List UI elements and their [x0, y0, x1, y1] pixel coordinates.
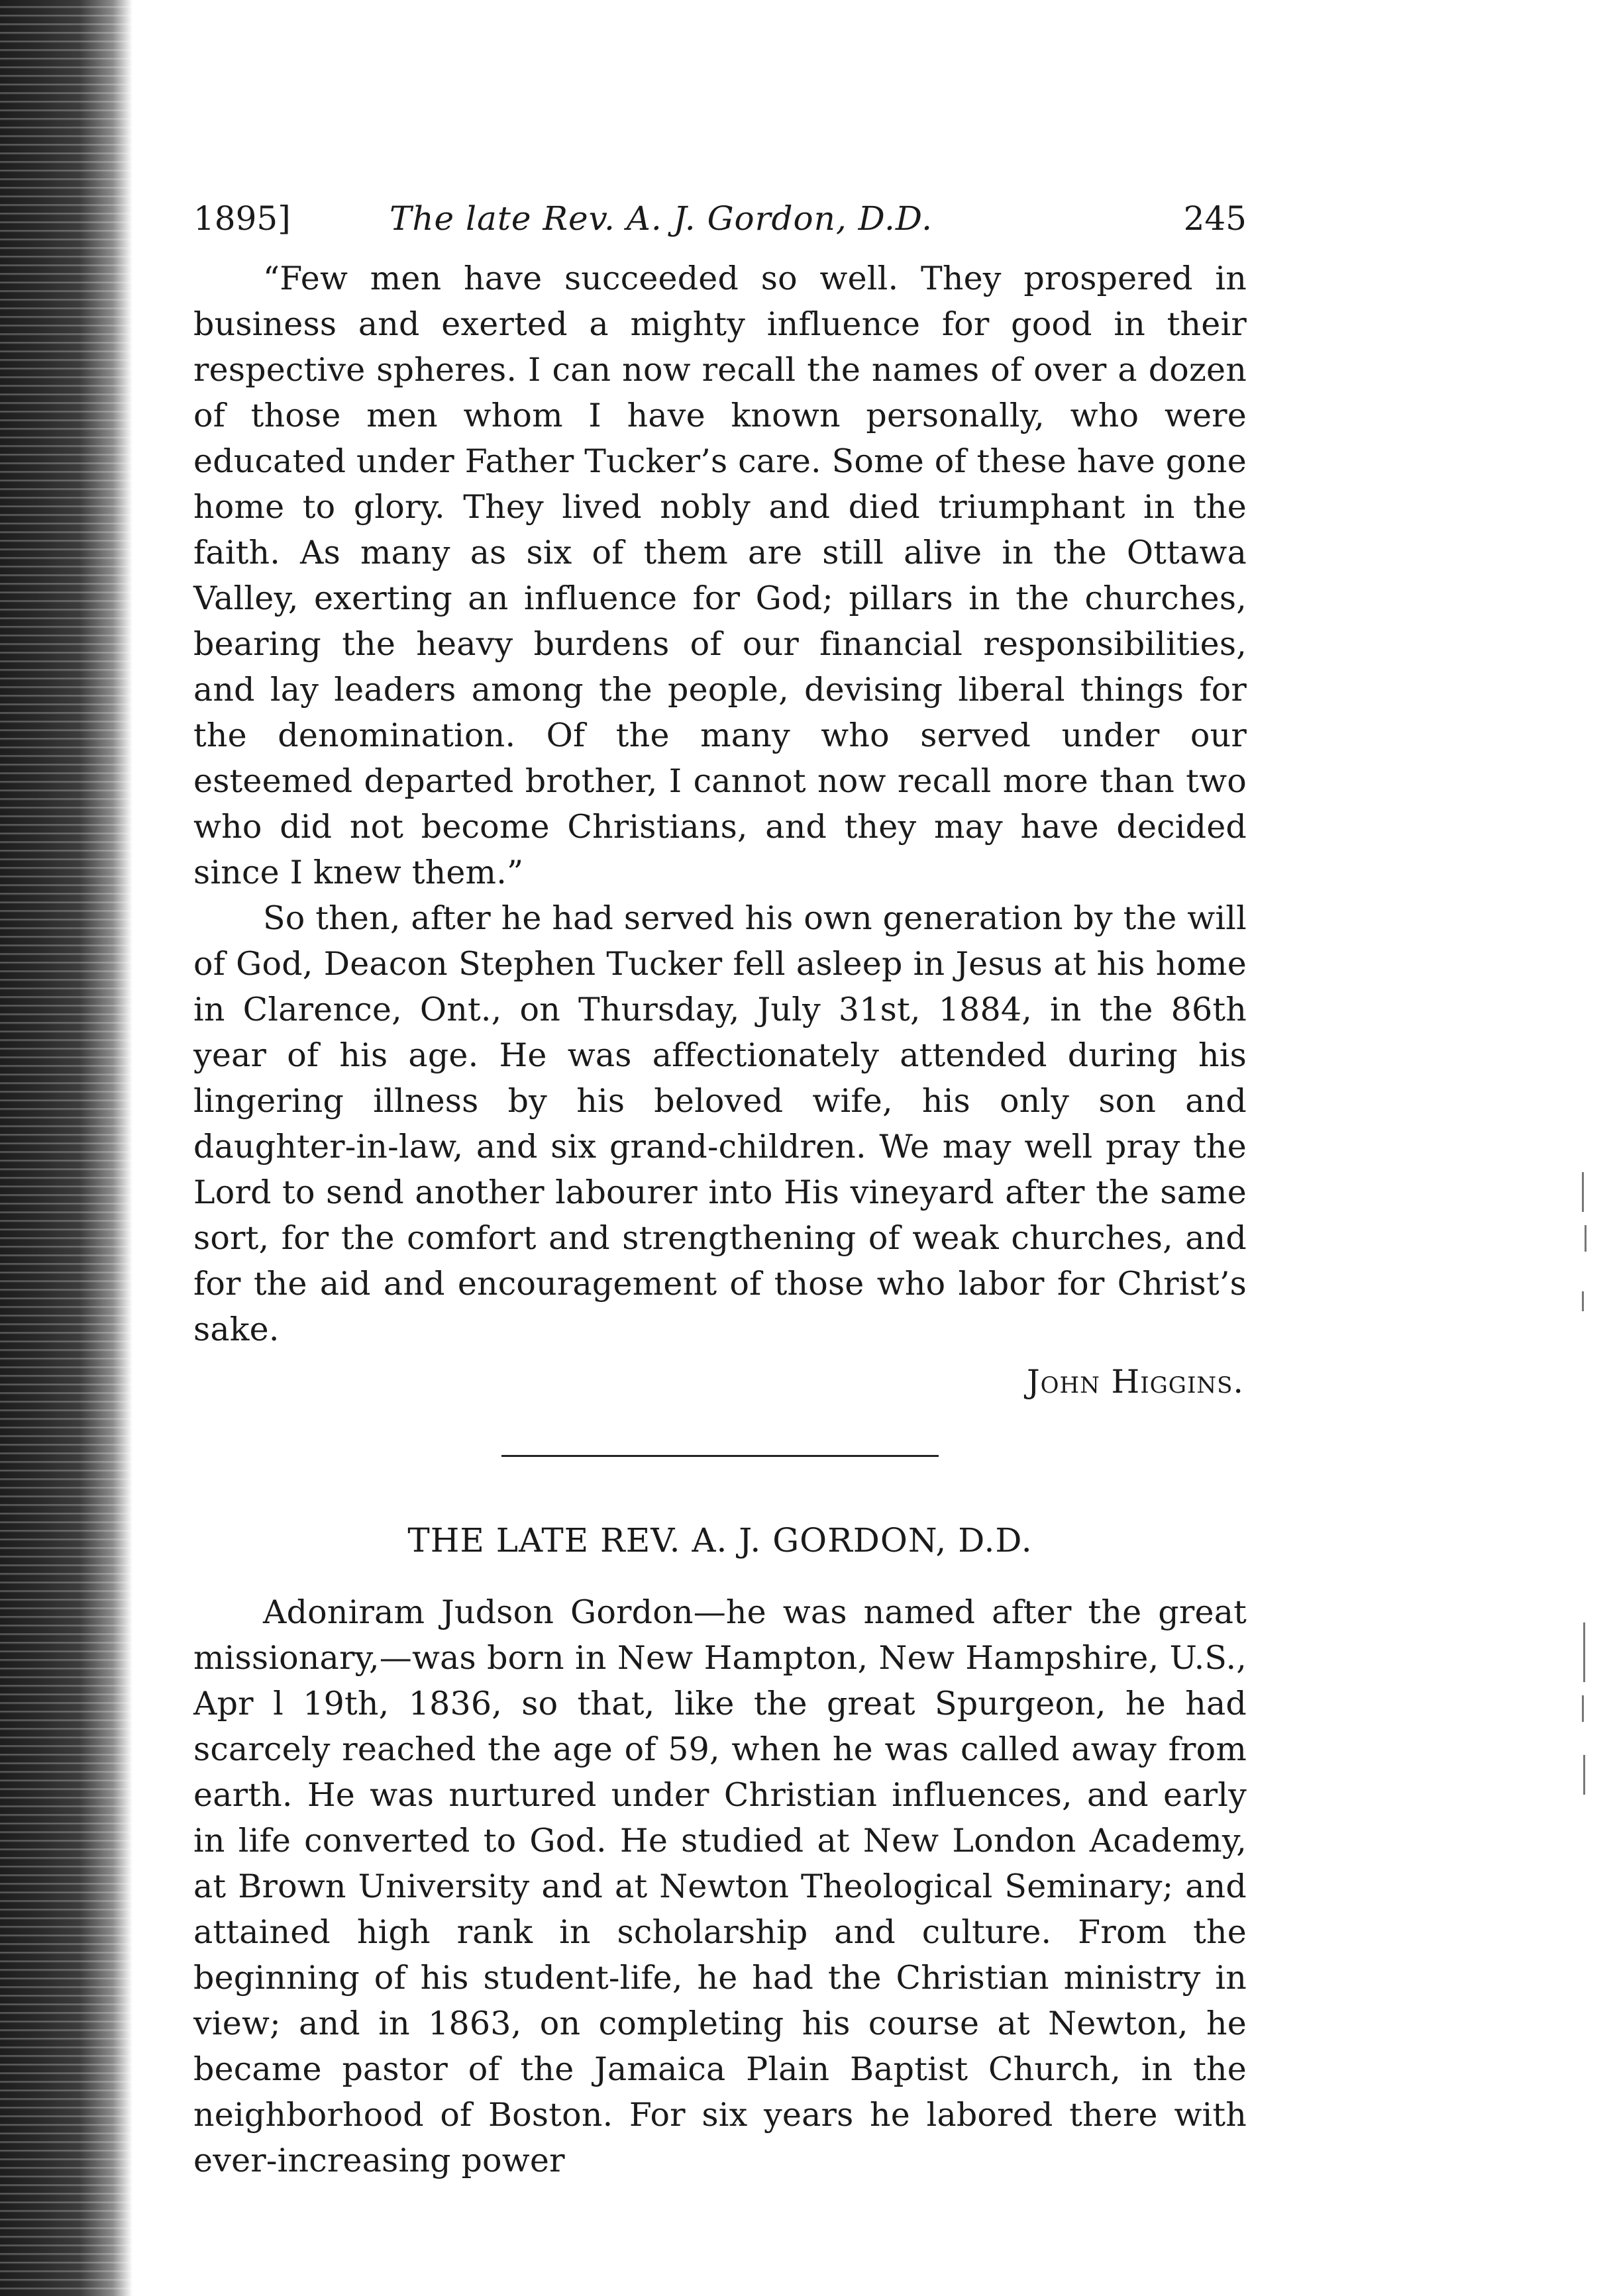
- page-number: 245: [1183, 199, 1247, 238]
- paragraph: Adoniram Judson Gordon—he was named after the great missionary,—was born in New Hampton, New Hampshire, U.S., Apr l 19th, 1836, so that, like the great Spurgeon, he had scarcely reached the age of 59, when he was called away from earth. He was nurtured under Christian influences, and early in life converted to God. He studied at New London Academy, at Brown University and at Newton Theological Seminary; and attained high rank in scholarship and culture. From the beginning of his student-life, he had the Christian ministry in view; and in 1863, on completing his course at Newton, he became pastor of the Jamaica Plain Baptist Church, in the neighborhood of Boston. For six years he labored there with ever-increasing power: [193, 1593, 1247, 2179]
- section-divider: [501, 1455, 939, 1457]
- running-head: [193, 192, 1247, 245]
- paragraph: So then, after he had served his own generation by the will of God, Deacon Stephen Tucker fell asleep in Jesus at his home in Clarence, Ont., on Thursday, July 31st, 1884, in the 86th year of his age. He was affectionately attended during his lingering illness by his beloved wife, his only son and daughter-in-law, and six grand-children. We may well pray the Lord to send another labourer into His vineyard after the same sort, for the comfort and strengthening of weak churches, and for the aid and encouragement of those who labor for Christ’s sake.: [193, 899, 1247, 1348]
- article-title: THE LATE REV. A. J. GORDON, D.D.: [407, 1521, 1033, 1560]
- obituary-text: [193, 256, 1247, 1352]
- paragraph: “Few men have succeeded so well. They prospered in business and exerted a mighty influence for good in their respective spheres. I can now recall the names of over a dozen of those men whom I have known personally, who were educated under Father Tucker’s care. Some of these have gone home to glory. They lived nobly and died triumphant in the faith. As many as six of them are still alive in the Ottawa Valley, exerting an influence for God; pillars in the churches, bearing the heavy burdens of our financial responsibilities, and lay leaders among the people, devising liberal things for the denomination. Of the many who served under our esteemed departed brother, I cannot now recall more than two who did not become Christians, and they may have decided since I knew them.”: [193, 260, 1247, 891]
- scan-specks: [1562, 0, 1615, 2296]
- author-signature: John Higgins.: [1026, 1363, 1244, 1401]
- book-page: [193, 192, 1247, 2183]
- article-text: [193, 1589, 1247, 2183]
- header-year: 1895]: [193, 199, 291, 238]
- header-title: The late Rev. A. J. Gordon, D.D.: [390, 199, 933, 238]
- book-binding-edge: [0, 0, 132, 2296]
